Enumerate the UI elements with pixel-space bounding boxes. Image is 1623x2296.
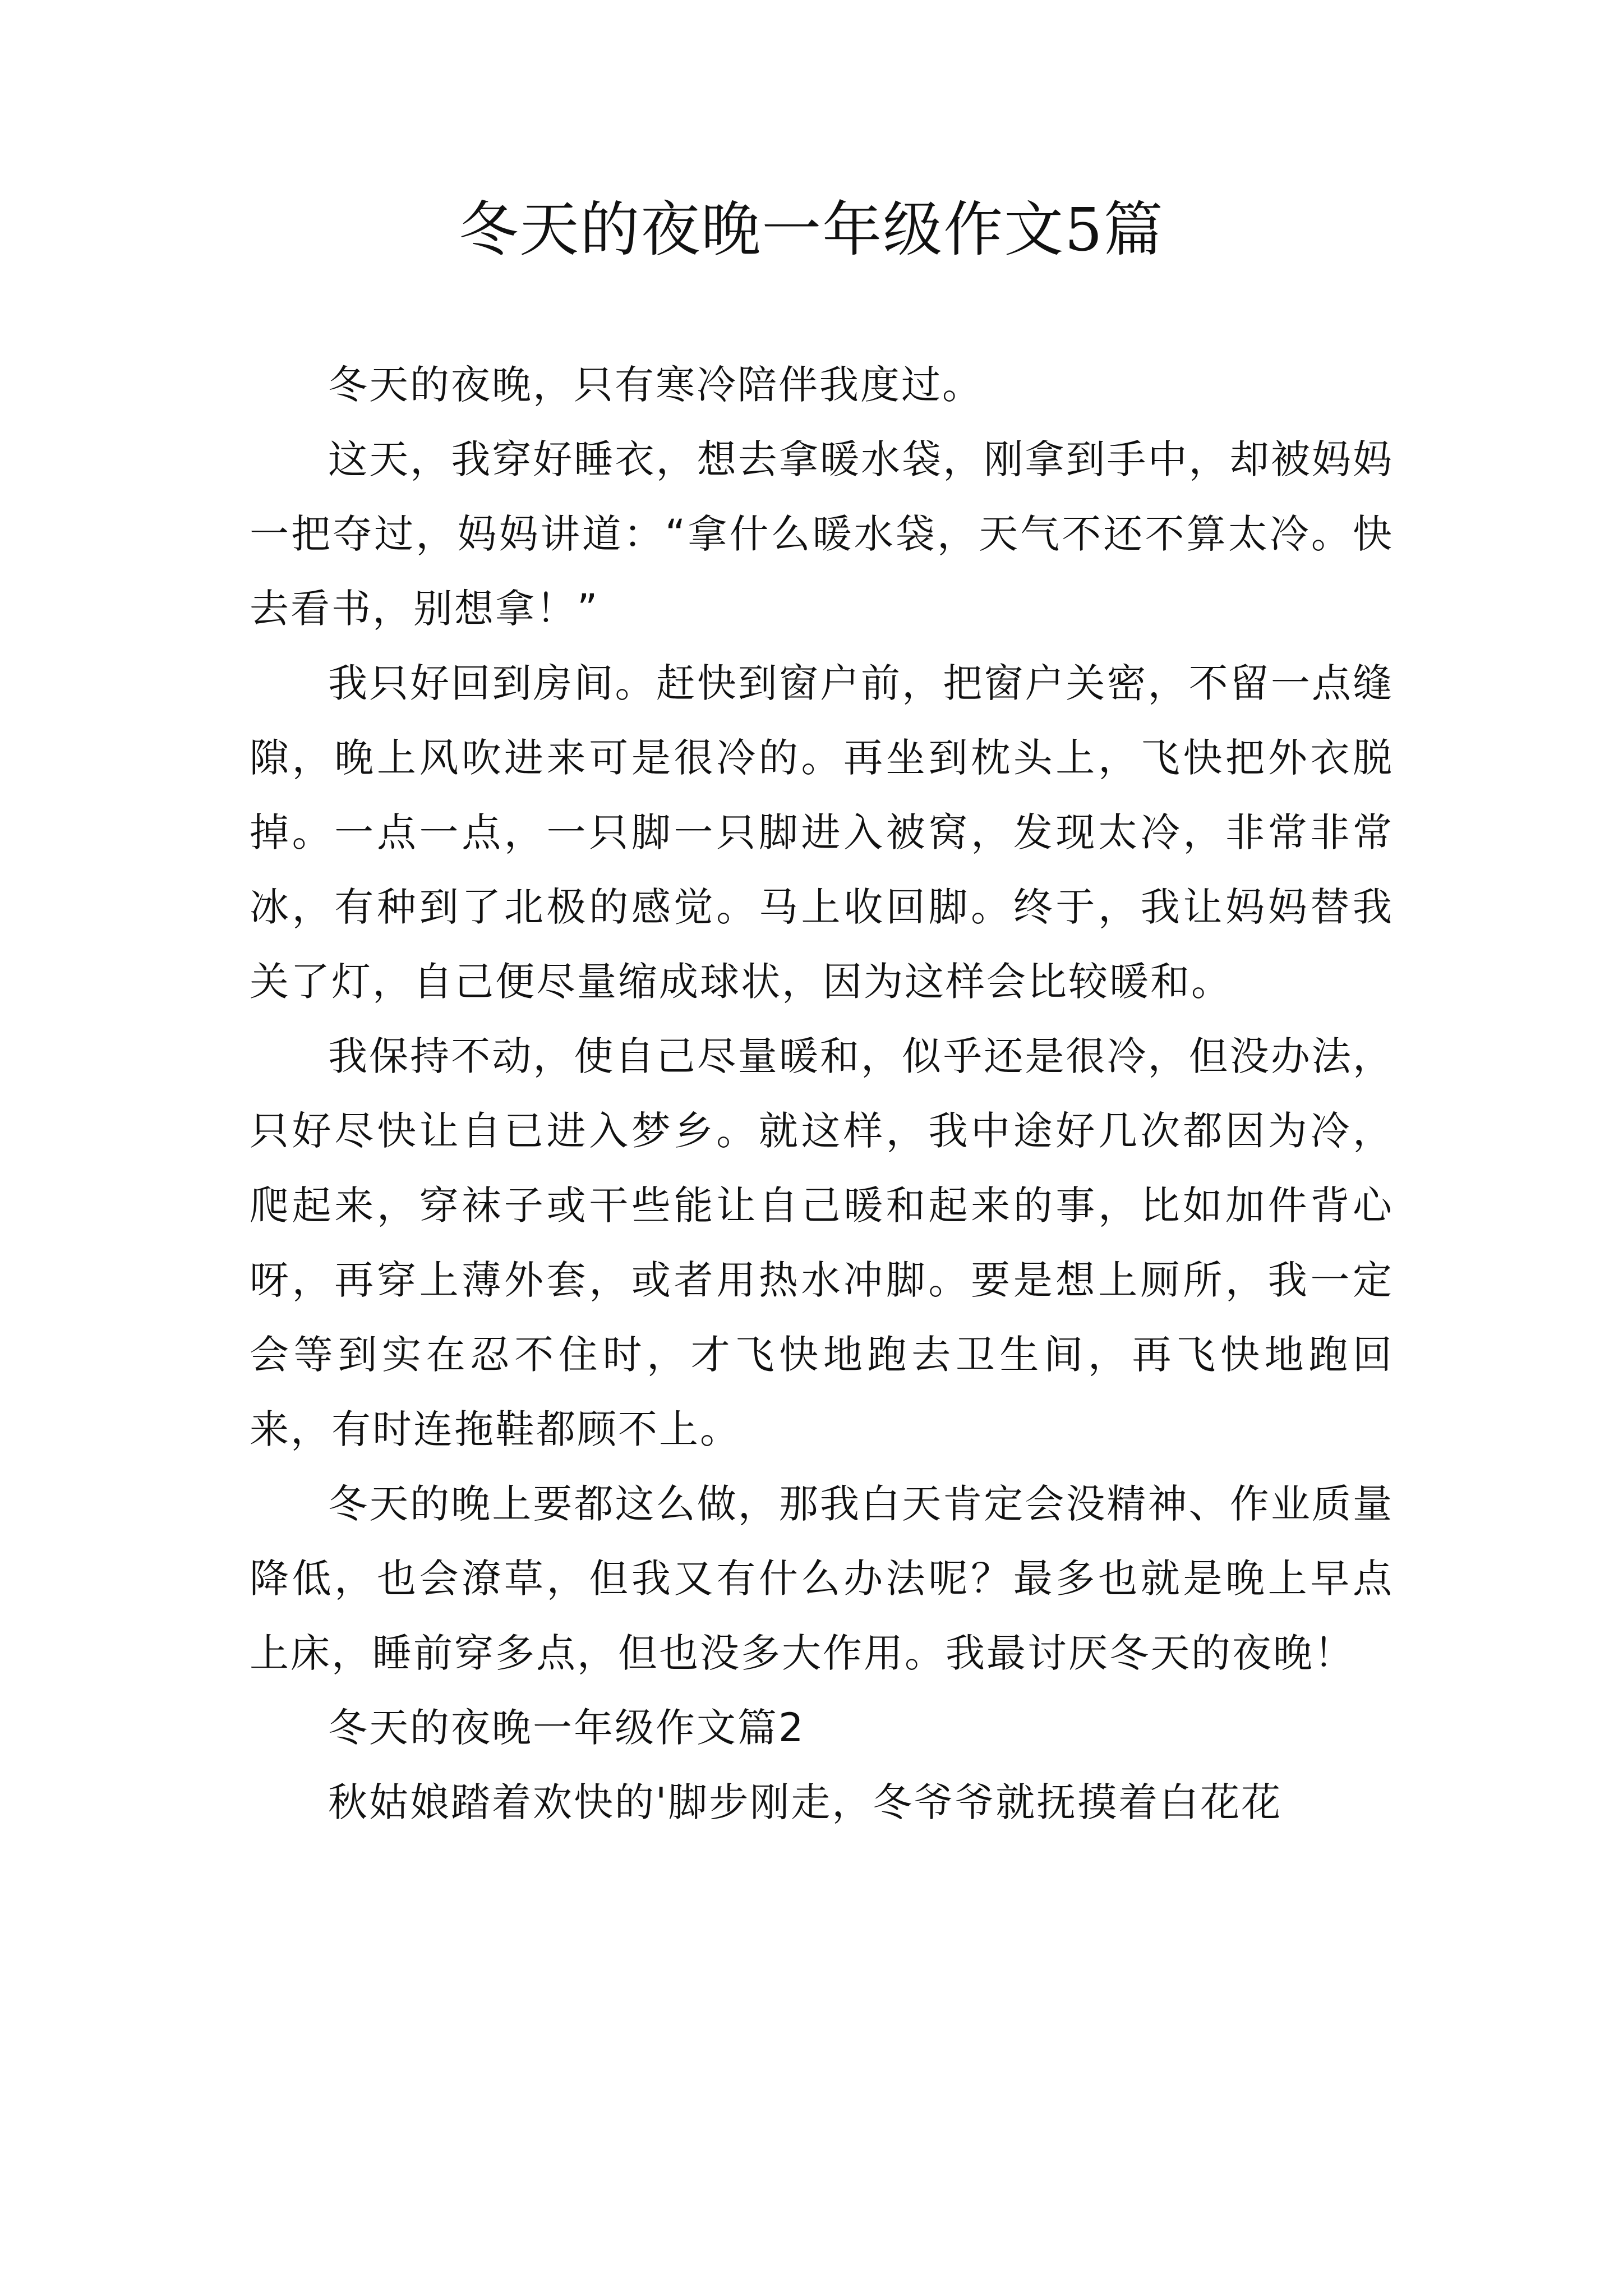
paragraph: 冬天的夜晚，只有寒冷陪伴我度过。 [328, 362, 983, 408]
paragraph: 我保持不动，使自己尽量暖和，似乎还是很冷，但没办法，只好尽快让自已进入梦乡。就这样，我中途好几次都因为冷，爬起来，穿袜子或干些能让自己暖和起来的事，比如加件背心呀，再穿上薄外套，或者用热水冲脚。要是想上厕所，我一定会等到实在忍不住时，才飞快地跑去卫生间，再飞快地跑回来，有时连拖鞋都顾不上。 [250, 1033, 1394, 1452]
paragraph: 秋姑娘踏着欢快的'脚步刚走，冬爷爷就抚摸着白花花 [328, 1779, 1283, 1825]
document-title: 冬天的夜晚一年级作文5篇 [459, 195, 1164, 264]
paragraph: 这天，我穿好睡衣，想去拿暖水袋，刚拿到手中，却被妈妈一把夺过，妈妈讲道：“拿什么暖水袋，天气不还不算太冷。快去看书，别想拿！” [250, 436, 1394, 632]
section-heading: 冬天的夜晚一年级作文篇2 [328, 1705, 805, 1751]
paragraph: 冬天的晚上要都这么做，那我白天肯定会没精神、作业质量降低，也会潦草，但我又有什么办法呢？最多也就是晚上早点上床，睡前穿多点，但也没多大作用。我最讨厌冬天的夜晚！ [250, 1481, 1394, 1676]
document-body [250, 348, 1394, 1840]
paragraph: 我只好回到房间。赶快到窗户前，把窗户关密，不留一点缝隙，晚上风吹进来可是很冷的。再坐到枕头上，飞快把外衣脱掉。一点一点，一只脚一只脚进入被窝，发现太冷，非常非常冰，有种到了北极的感觉。马上收回脚。终于，我让妈妈替我关了灯，自己便尽量缩成球状，因为这样会比较暖和。 [250, 660, 1394, 1005]
